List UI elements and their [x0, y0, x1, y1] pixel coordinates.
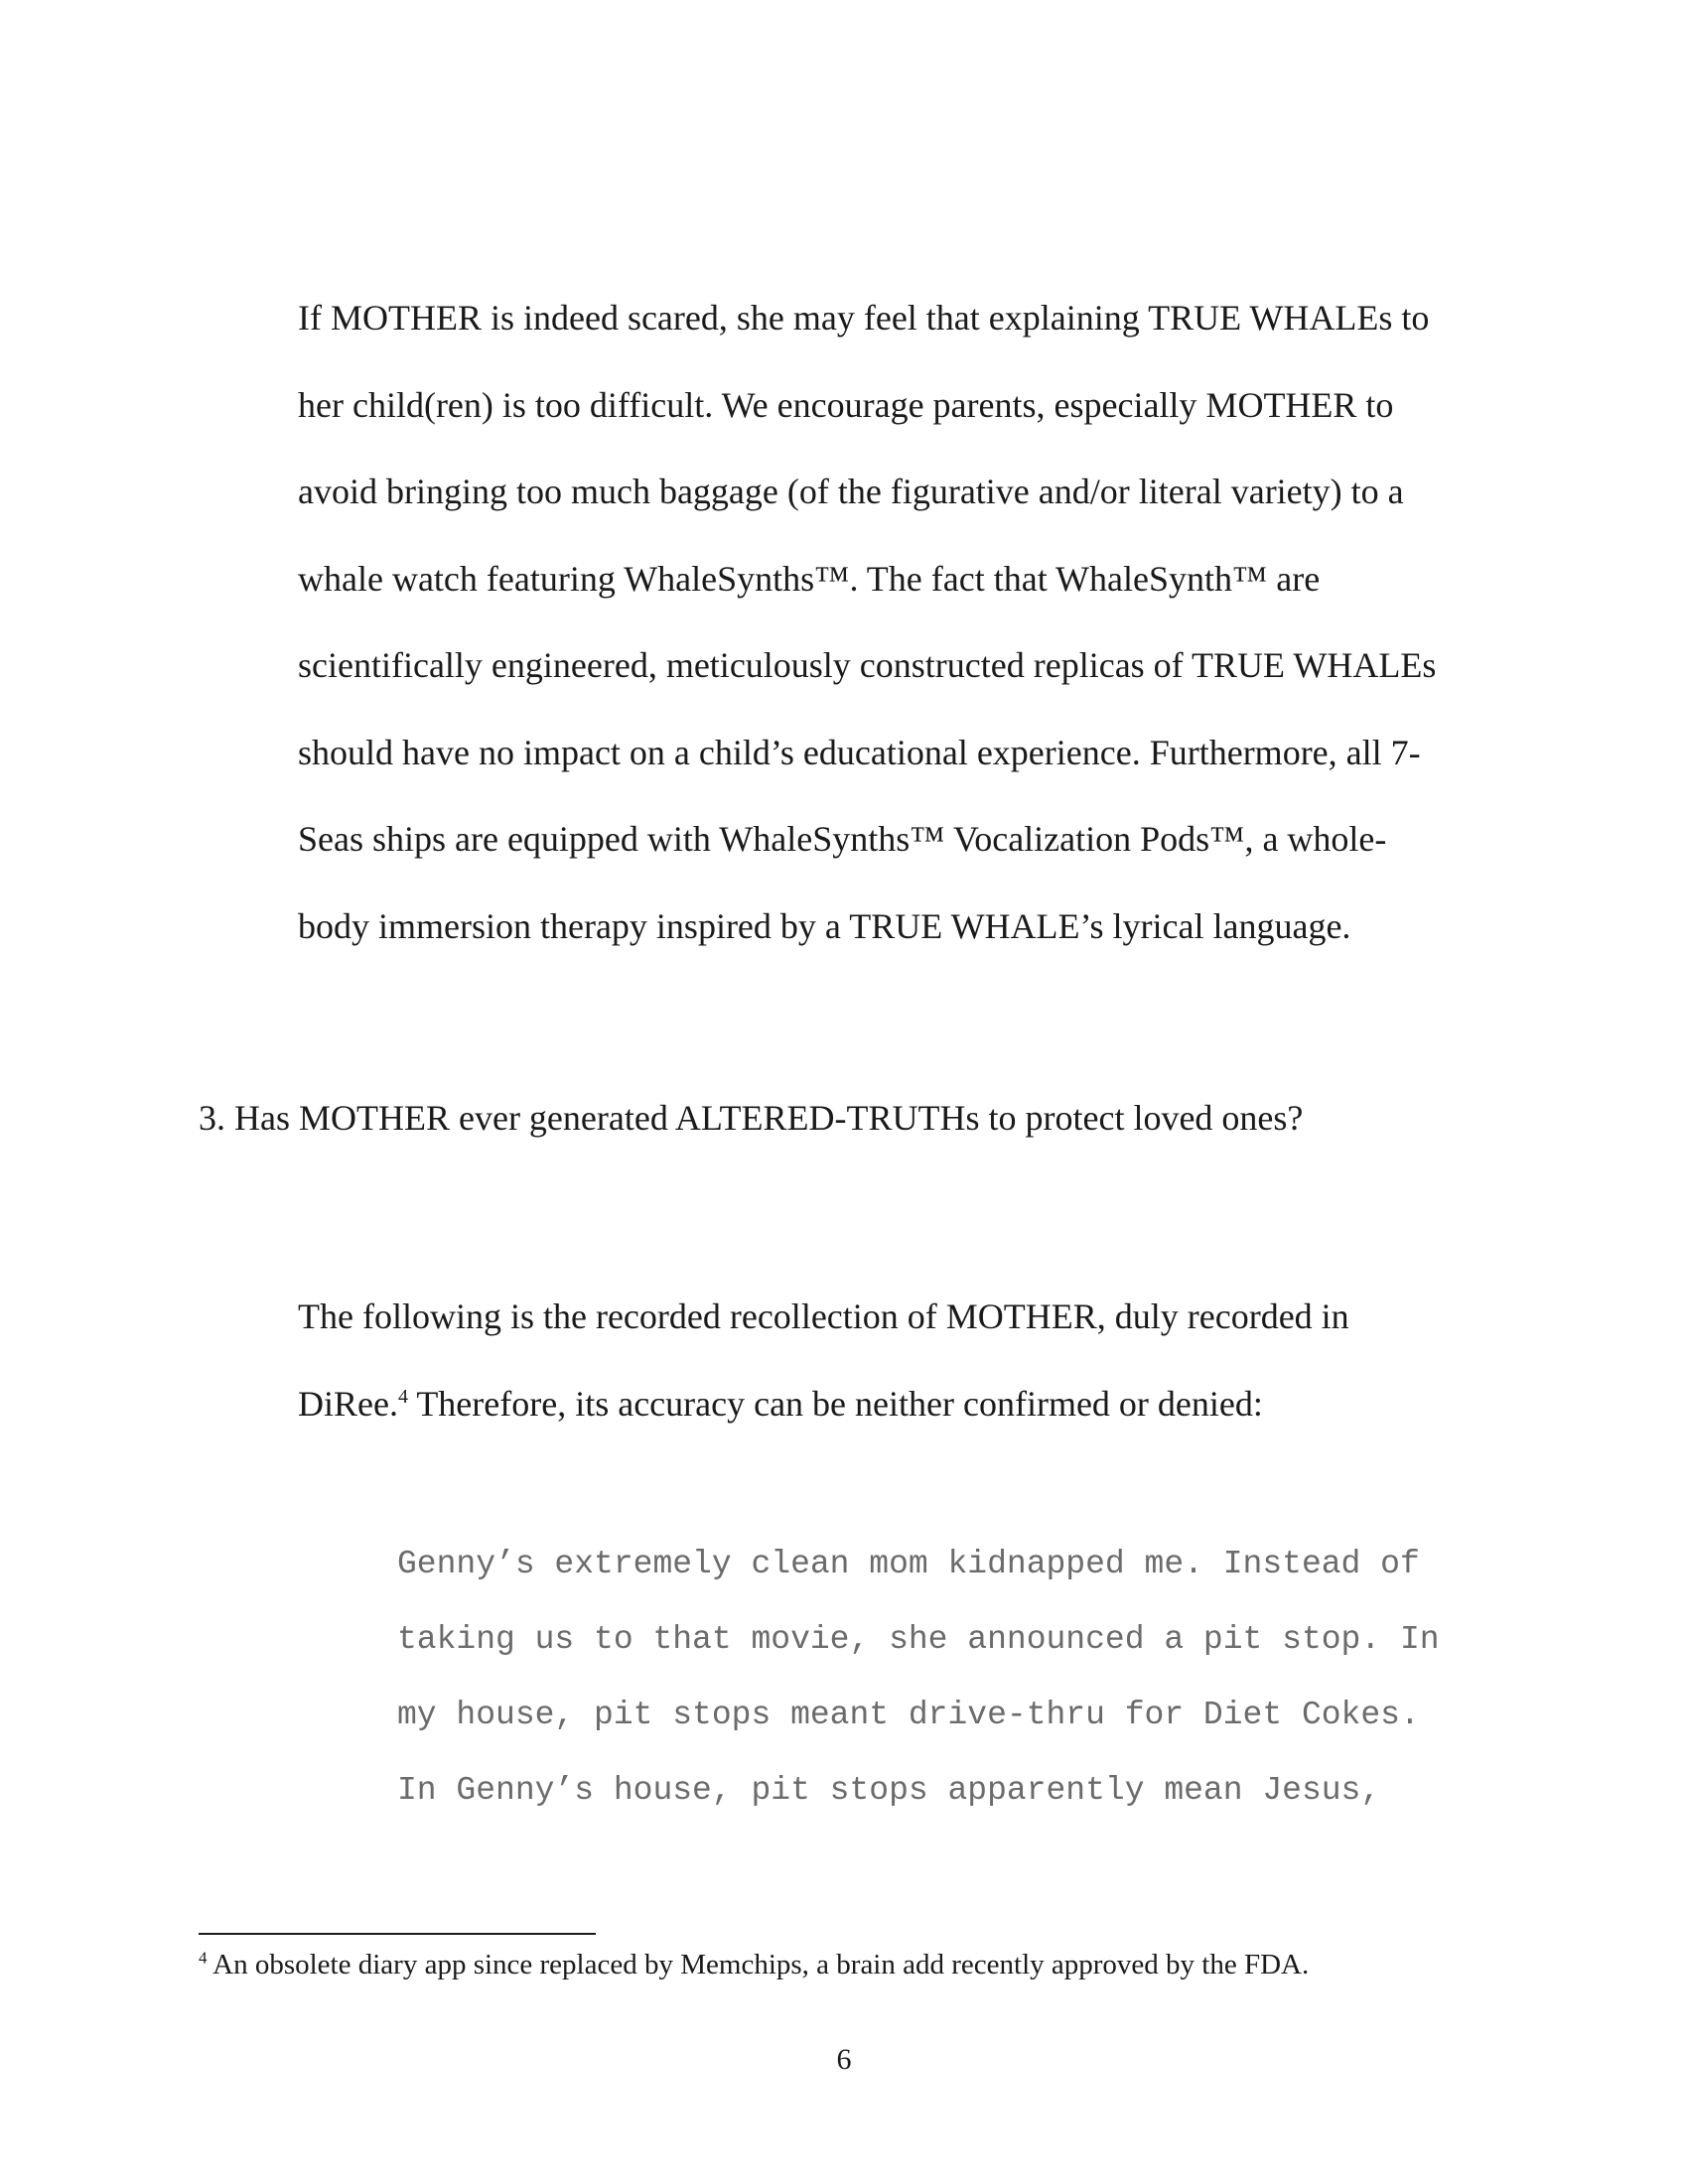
- paragraph-line: her child(ren) is too difficult. We encourage parents, especially MOTHER to: [298, 384, 1394, 425]
- intro-paragraph: [298, 1274, 1504, 1447]
- body-paragraph: [298, 275, 1504, 970]
- paragraph-line: body immersion therapy inspired by a TRUE WHALE’s lyrical language.: [298, 905, 1351, 946]
- recollection-blockquote: [397, 1527, 1509, 1829]
- numbered-question: 3. Has MOTHER ever generated ALTERED-TRUTHs to protect loved ones?: [199, 1098, 1304, 1138]
- footnote: [199, 1943, 1509, 1986]
- paragraph-line: Seas ships are equipped with WhaleSynths™ Vocalization Pods™, a whole-: [298, 819, 1387, 859]
- blockquote-line: taking us to that movie, she announced a pit stop. In: [397, 1621, 1440, 1658]
- paragraph-line: should have no impact on a child’s educational experience. Furthermore, all 7-: [298, 732, 1421, 772]
- paragraph-text: DiRee.: [298, 1383, 398, 1424]
- paragraph-line: whale watch featuring WhaleSynths™. The fact that WhaleSynth™ are: [298, 558, 1321, 599]
- page-number: 6: [836, 2043, 852, 2076]
- paragraph-line: avoid bringing too much baggage (of the figurative and/or literal variety) to a: [298, 472, 1404, 511]
- paragraph-text: Therefore, its accuracy can be neither confirmed or denied:: [407, 1383, 1263, 1424]
- blockquote-line: In Genny’s house, pit stops apparently mean Jesus,: [397, 1772, 1381, 1809]
- footnote-text: An obsolete diary app since replaced by Memchips, a brain add recently approved by the FDA.: [207, 1949, 1310, 1980]
- footnote-reference[interactable]: 4: [397, 1385, 408, 1408]
- footnote-marker: 4: [199, 1948, 208, 1968]
- blockquote-line: Genny’s extremely clean mom kidnapped me. Instead of: [397, 1546, 1420, 1582]
- footnote-separator: [199, 1933, 596, 1935]
- paragraph-line: scientifically engineered, meticulously constructed replicas of TRUE WHALEs: [298, 645, 1437, 685]
- paragraph-line: [298, 1361, 1504, 1448]
- paragraph-line: If MOTHER is indeed scared, she may feel that explaining TRUE WHALEs to: [298, 298, 1430, 338]
- paragraph-line: The following is the recorded recollection of MOTHER, duly recorded in: [298, 1297, 1349, 1336]
- blockquote-line: my house, pit stops meant drive-thru for Diet Cokes.: [397, 1697, 1420, 1733]
